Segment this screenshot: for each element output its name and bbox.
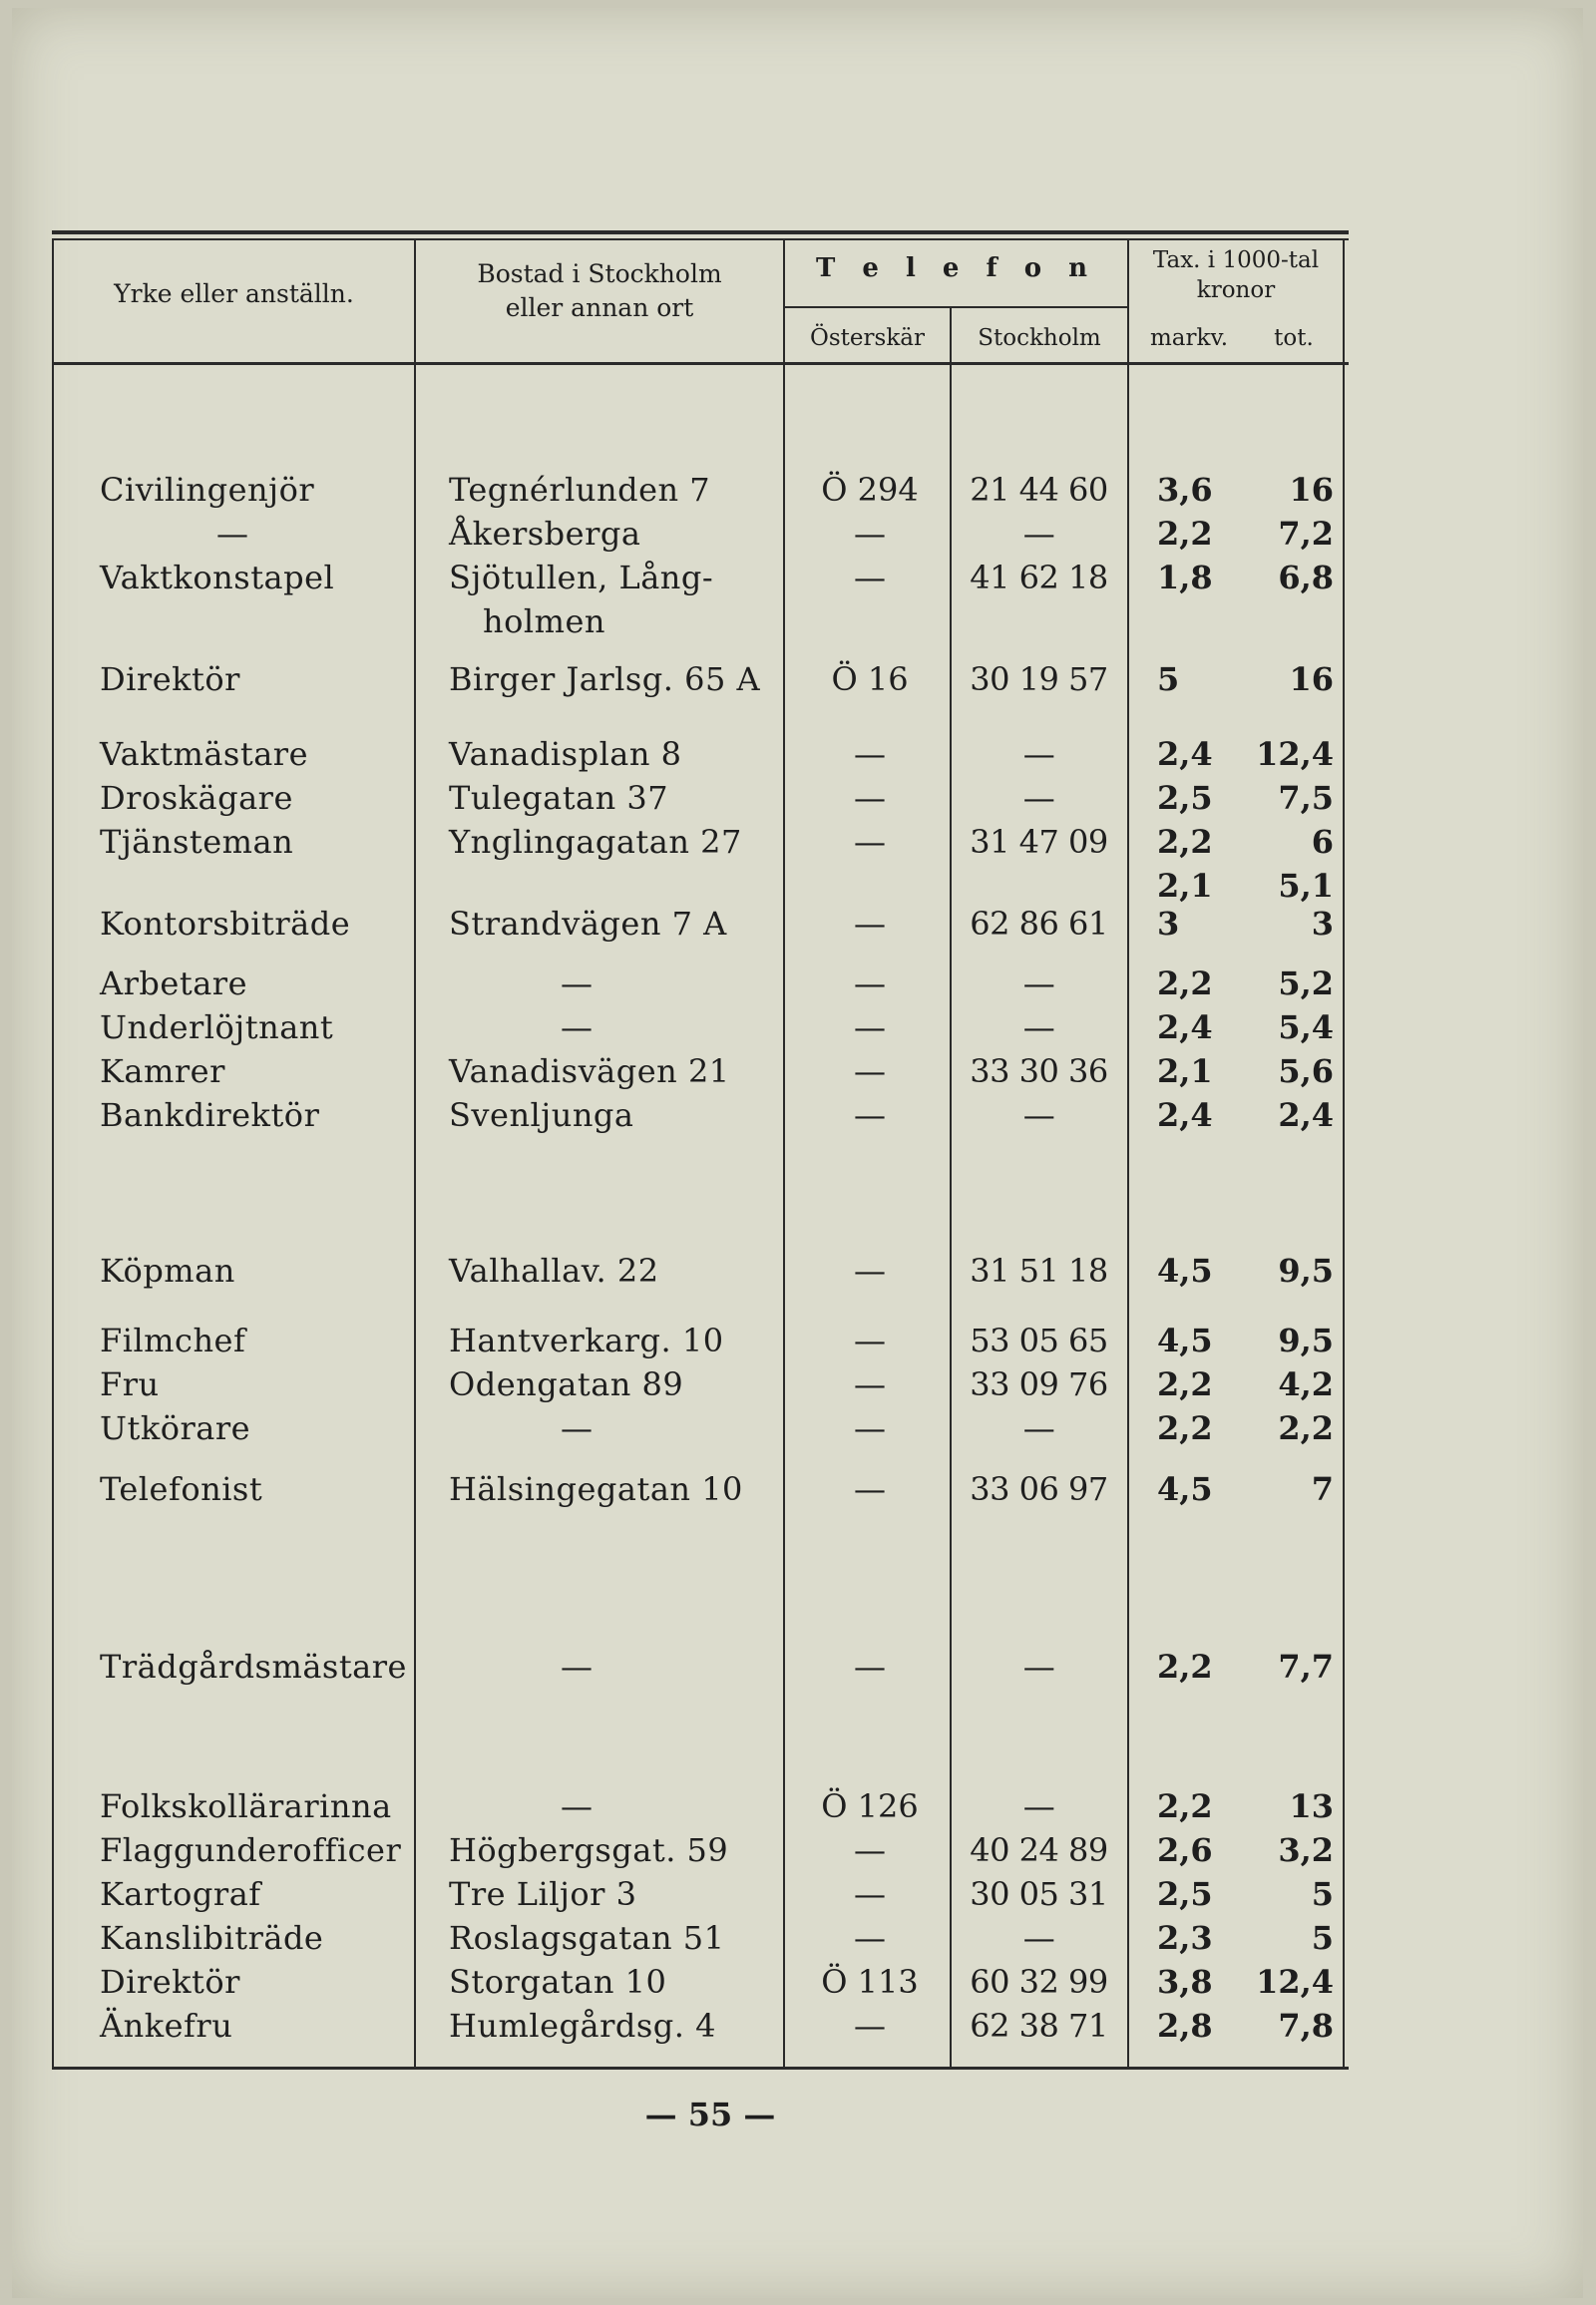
occupation-cell: Flaggunderofficer: [100, 1831, 402, 1869]
address-cell: Valhallav. 22: [449, 1252, 659, 1290]
markv-cell: 2,2: [1157, 1409, 1213, 1447]
tot-cell: 3: [1311, 905, 1334, 943]
occupation-cell: Arbetare: [100, 964, 247, 1002]
stockholm-phone-cell: 40 24 89: [970, 1831, 1108, 1869]
tot-cell: 16: [1289, 660, 1334, 698]
tot-cell: 9,5: [1278, 1322, 1334, 1359]
markv-cell: 3: [1157, 905, 1180, 943]
occupation-cell: Direktör: [100, 1963, 240, 2001]
tot-cell: 16: [1289, 471, 1334, 509]
stockholm-phone-cell: 53 05 65: [970, 1322, 1108, 1359]
table-row: [52, 601, 1349, 641]
osterskar-phone-cell: —: [854, 515, 886, 553]
address-cell: —: [561, 1787, 594, 1825]
tot-cell: 3,2: [1278, 1831, 1334, 1869]
occupation-cell: Vaktkonstapel: [100, 559, 335, 596]
markv-cell: 2,2: [1157, 515, 1213, 553]
osterskar-phone-cell: —: [854, 823, 886, 861]
occupation-cell: Tjänsteman: [100, 823, 294, 861]
osterskar-phone-cell: Ö 113: [821, 1963, 919, 2001]
osterskar-phone-cell: —: [854, 1096, 886, 1134]
stockholm-phone-cell: 62 38 71: [970, 2007, 1108, 2045]
osterskar-phone-cell: —: [854, 1052, 886, 1090]
table-row: [52, 866, 1349, 906]
stockholm-phone-cell: —: [1022, 1648, 1055, 1686]
occupation-cell: Filmchef: [100, 1322, 246, 1359]
address-cell: holmen: [483, 602, 605, 640]
table-row: [52, 904, 1349, 944]
osterskar-phone-cell: —: [854, 735, 886, 773]
address-cell: —: [561, 1409, 594, 1447]
top-rule-thin: [52, 238, 1349, 240]
address-cell: Birger Jarlsg. 65 A: [449, 660, 761, 698]
table-row: [52, 1051, 1349, 1091]
markv-cell: 3,6: [1157, 471, 1213, 509]
header-occupation: Yrke eller anställn.: [114, 279, 354, 308]
stockholm-phone-cell: —: [1022, 964, 1055, 1002]
tot-cell: 2,4: [1278, 1096, 1334, 1134]
markv-cell: 2,4: [1157, 735, 1213, 773]
address-cell: Vanadisvägen 21: [449, 1052, 730, 1090]
address-cell: Tegnérlunden 7: [449, 471, 711, 509]
table-row: [52, 1918, 1349, 1958]
table-row: [52, 1408, 1349, 1448]
table-row: [52, 1786, 1349, 1826]
markv-cell: 4,5: [1157, 1252, 1213, 1290]
osterskar-phone-cell: Ö 16: [831, 660, 909, 698]
stockholm-phone-cell: —: [1022, 1919, 1055, 1957]
table-row: [52, 1469, 1349, 1509]
osterskar-phone-cell: —: [854, 1919, 886, 1957]
table-row: [52, 1007, 1349, 1047]
osterskar-phone-cell: —: [854, 1409, 886, 1447]
stockholm-phone-cell: —: [1022, 1409, 1055, 1447]
osterskar-phone-cell: —: [854, 559, 886, 596]
osterskar-phone-cell: —: [854, 1365, 886, 1403]
osterskar-phone-cell: —: [854, 1875, 886, 1913]
markv-cell: 1,8: [1157, 559, 1213, 596]
occupation-cell: Underlöjtnant: [100, 1008, 334, 1046]
occupation-cell: Fru: [100, 1365, 160, 1403]
occupation-cell: Kontorsbiträde: [100, 905, 351, 943]
table-row: [52, 1364, 1349, 1404]
address-cell: Roslagsgatan 51: [449, 1919, 725, 1957]
markv-cell: 2,2: [1157, 1365, 1213, 1403]
markv-cell: 5: [1157, 660, 1180, 698]
stockholm-phone-cell: 33 30 36: [970, 1052, 1108, 1090]
tot-cell: 2,2: [1278, 1409, 1334, 1447]
address-cell: Vanadisplan 8: [449, 735, 682, 773]
table-row: [52, 558, 1349, 597]
header-osterskar: Österskär: [810, 325, 925, 351]
tot-cell: 9,5: [1278, 1252, 1334, 1290]
stockholm-phone-cell: 21 44 60: [970, 471, 1108, 509]
telefon-subrule: [783, 306, 1129, 308]
address-cell: —: [561, 1008, 594, 1046]
stockholm-phone-cell: 30 19 57: [970, 660, 1108, 698]
address-cell: Högbergsgat. 59: [449, 1831, 729, 1869]
address-cell: Svenljunga: [449, 1096, 634, 1134]
header-rule: [52, 362, 1349, 365]
occupation-cell: Kamrer: [100, 1052, 225, 1090]
table-row: [52, 1321, 1349, 1360]
osterskar-phone-cell: —: [854, 964, 886, 1002]
markv-cell: 2,6: [1157, 1831, 1213, 1869]
tot-cell: 6: [1311, 823, 1334, 861]
address-cell: Ynglingagatan 27: [449, 823, 742, 861]
address-cell: —: [561, 964, 594, 1002]
address-cell: Tulegatan 37: [449, 779, 669, 817]
occupation-cell: Köpman: [100, 1252, 235, 1290]
occupation-cell: Droskägare: [100, 779, 293, 817]
occupation-cell: Civilingenjör: [100, 471, 315, 509]
tot-cell: 7,8: [1278, 2007, 1334, 2045]
markv-cell: 4,5: [1157, 1322, 1213, 1359]
bottom-rule: [52, 2067, 1349, 2070]
markv-cell: 2,2: [1157, 1787, 1213, 1825]
top-rule: [52, 230, 1349, 234]
header-tax-line2: kronor: [1196, 277, 1276, 303]
table-row: [52, 1962, 1349, 2002]
markv-cell: 2,8: [1157, 2007, 1213, 2045]
header-markv: markv.: [1149, 325, 1229, 351]
stockholm-phone-cell: 31 51 18: [970, 1252, 1108, 1290]
table-row: [52, 514, 1349, 554]
tot-cell: 7,2: [1278, 515, 1334, 553]
occupation-cell: Telefonist: [100, 1470, 263, 1508]
stockholm-phone-cell: —: [1022, 1787, 1055, 1825]
occupation-cell: Kartograf: [100, 1875, 261, 1913]
osterskar-phone-cell: Ö 126: [821, 1787, 919, 1825]
osterskar-phone-cell: —: [854, 1008, 886, 1046]
occupation-cell: Bankdirektör: [100, 1096, 320, 1134]
header-tot: tot.: [1274, 325, 1314, 351]
markv-cell: 2,1: [1157, 1052, 1213, 1090]
stockholm-phone-cell: 33 09 76: [970, 1365, 1108, 1403]
tot-cell: 5: [1311, 1875, 1334, 1913]
table-row: [52, 1874, 1349, 1914]
osterskar-phone-cell: —: [854, 1831, 886, 1869]
address-cell: Humlegårdsg. 4: [449, 2007, 716, 2045]
table-row: [52, 963, 1349, 1003]
header-stockholm: Stockholm: [978, 325, 1101, 351]
stockholm-phone-cell: —: [1022, 1008, 1055, 1046]
occupation-cell: Direktör: [100, 660, 240, 698]
occupation-cell: —: [216, 515, 249, 553]
stockholm-phone-cell: —: [1022, 779, 1055, 817]
stockholm-phone-cell: 30 05 31: [970, 1875, 1108, 1913]
address-cell: Odengatan 89: [449, 1365, 684, 1403]
table-row: [52, 659, 1349, 699]
page-number: — 55 —: [644, 2096, 776, 2133]
address-cell: Sjötullen, Lång-: [449, 559, 714, 596]
osterskar-phone-cell: —: [854, 779, 886, 817]
markv-cell: 2,4: [1157, 1096, 1213, 1134]
stockholm-phone-cell: 31 47 09: [970, 823, 1108, 861]
address-cell: Hantverkarg. 10: [449, 1322, 724, 1359]
address-cell: Åkersberga: [449, 515, 641, 553]
table-row: [52, 470, 1349, 510]
tot-cell: 4,2: [1278, 1365, 1334, 1403]
tot-cell: 7,5: [1278, 779, 1334, 817]
osterskar-phone-cell: —: [854, 1470, 886, 1508]
address-cell: Hälsingegatan 10: [449, 1470, 743, 1508]
markv-cell: 2,2: [1157, 1648, 1213, 1686]
stockholm-phone-cell: 41 62 18: [970, 559, 1108, 596]
stockholm-phone-cell: 62 86 61: [970, 905, 1108, 943]
document-page: [12, 8, 1583, 2298]
osterskar-phone-cell: —: [854, 1648, 886, 1686]
table-row: [52, 1830, 1349, 1870]
tot-cell: 13: [1289, 1787, 1334, 1825]
directory-table: [52, 230, 1349, 2076]
osterskar-phone-cell: —: [854, 1252, 886, 1290]
occupation-cell: Trädgårdsmästare: [100, 1648, 407, 1686]
stockholm-phone-cell: —: [1022, 735, 1055, 773]
occupation-cell: Utkörare: [100, 1409, 251, 1447]
markv-cell: 2,3: [1157, 1919, 1213, 1957]
stockholm-phone-cell: —: [1022, 1096, 1055, 1134]
address-cell: Strandvägen 7 A: [449, 905, 727, 943]
tot-cell: 5: [1311, 1919, 1334, 1957]
tot-cell: 7: [1311, 1470, 1334, 1508]
table-row: [52, 2006, 1349, 2046]
tot-cell: 12,4: [1256, 735, 1334, 773]
tot-cell: 7,7: [1278, 1648, 1334, 1686]
osterskar-phone-cell: —: [854, 2007, 886, 2045]
stockholm-phone-cell: 33 06 97: [970, 1470, 1108, 1508]
address-cell: —: [561, 1648, 594, 1686]
tot-cell: 5,4: [1278, 1008, 1334, 1046]
table-row: [52, 822, 1349, 862]
table-row: [52, 1647, 1349, 1687]
markv-cell: 2,2: [1157, 964, 1213, 1002]
header-telefon: T e l e f o n: [815, 253, 1097, 283]
markv-cell: 2,1: [1157, 867, 1213, 905]
table-row: [52, 734, 1349, 774]
table-row: [52, 1095, 1349, 1135]
address-cell: Storgatan 10: [449, 1963, 667, 2001]
occupation-cell: Folkskollärarinna: [100, 1787, 392, 1825]
markv-cell: 4,5: [1157, 1470, 1213, 1508]
table-row: [52, 778, 1349, 818]
markv-cell: 2,5: [1157, 779, 1213, 817]
address-cell: Tre Liljor 3: [449, 1875, 637, 1913]
markv-cell: 2,5: [1157, 1875, 1213, 1913]
occupation-cell: Vaktmästare: [100, 735, 309, 773]
tot-cell: 5,1: [1278, 867, 1334, 905]
tot-cell: 5,6: [1278, 1052, 1334, 1090]
tot-cell: 12,4: [1256, 1963, 1334, 2001]
osterskar-phone-cell: Ö 294: [821, 471, 919, 509]
osterskar-phone-cell: —: [854, 1322, 886, 1359]
markv-cell: 3,8: [1157, 1963, 1213, 2001]
osterskar-phone-cell: —: [854, 905, 886, 943]
stockholm-phone-cell: 60 32 99: [970, 1963, 1108, 2001]
markv-cell: 2,4: [1157, 1008, 1213, 1046]
tot-cell: 5,2: [1278, 964, 1334, 1002]
markv-cell: 2,2: [1157, 823, 1213, 861]
header-residence-line1: Bostad i Stockholm: [477, 259, 722, 288]
table-row: [52, 1251, 1349, 1291]
stockholm-phone-cell: —: [1022, 515, 1055, 553]
tot-cell: 6,8: [1278, 559, 1334, 596]
header-residence-line2: eller annan ort: [505, 293, 694, 322]
occupation-cell: Kanslibiträde: [100, 1919, 324, 1957]
occupation-cell: Änkefru: [100, 2007, 233, 2045]
header-tax-line1: Tax. i 1000-tal: [1152, 247, 1320, 273]
